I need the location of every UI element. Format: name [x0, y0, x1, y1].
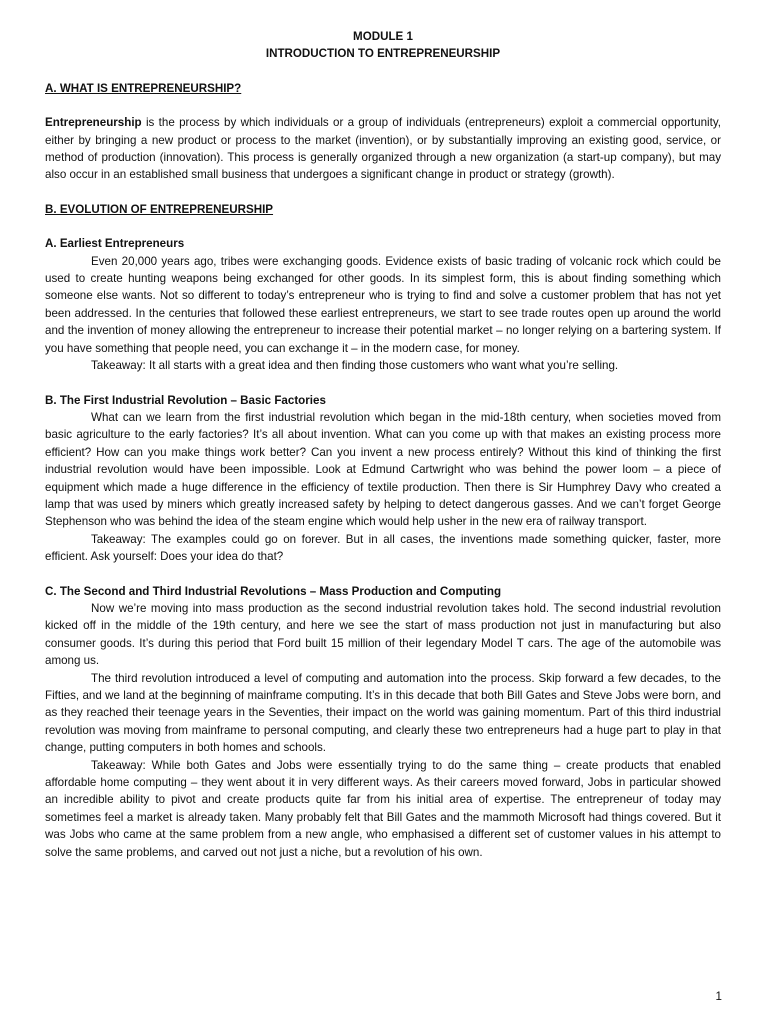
first-industrial-revolution-paragraph: What can we learn from the first industrial revolution which began in the mid-18th century, when societies moved from basic agriculture to the early factories? It’s all about invention. What can you come up with that makes an existing process more efficient? How can you make things work better? Can you invent a new process entirely? Without this kind of thinking the first industrial revolution would have been impossible. Look at Edmund Cartwright who was behind the power loom – a piece of equipment which made a huge difference in the efficiency of textile production. Then there is Sir Humphrey Davy who created a lamp that was used by miners which greatly increased safety by helping to detect dangerous gasses. And we can’t forget George Stephenson who was behind the idea of the steam engine which would help usher in the new era of railway transport. — [45, 410, 721, 529]
document-title: INTRODUCTION TO ENTREPRENEURSHIP — [265, 47, 501, 61]
section-b-heading: B. EVOLUTION OF ENTREPRENEURSHIP — [45, 202, 274, 216]
definition-text: is the process by which individuals or a group of individuals (entrepreneurs) exploit a commercial opportunity, either by bringing a new product or process to the market (invention), or by substantially improving an existing good, service, or method of production (innovation). This process is generally organized through a new organization (a start-up company), but may also occur in an established small business that undergoes a significant change in product or strategy (growth). — [45, 116, 721, 182]
first-industrial-revolution-takeaway: Takeaway: The examples could go on forever. But in all cases, the inventions made something quicker, faster, more efficient. Ask yourself: Does your idea do that? — [45, 532, 721, 564]
earliest-entrepreneurs-paragraph: Even 20,000 years ago, tribes were exchanging goods. Evidence exists of basic trading of volcanic rock which could be used to create hunting weapons being exchanged for other goods. In its simplest form, this is about finding something which someone else wants. Not so different to today’s entrepreneur who is trying to find and solve a customer problem that has not yet been addressed. In the centuries that followed these earliest entrepreneurs, we start to see trade routes open up around the world and the invention of money allowing the entrepreneur to increase their potential market – no longer relying on a bartering system. If you have something that people need, you can exchange it – in the modern case, for money. — [45, 254, 721, 355]
second-third-revolutions-heading: C. The Second and Third Industrial Revolutions – Mass Production and Computing — [45, 584, 502, 598]
earliest-entrepreneurs-takeaway: Takeaway: It all starts with a great idea and then finding those customers who want what you’re selling. — [91, 359, 619, 373]
second-revolution-paragraph: Now we’re moving into mass production as the second industrial revolution takes hold. The second industrial revolution kicked off in the middle of the 19th century, and here we see the start of mass production not just in manufacturing but also consumer goods. It’s during this period that Ford built 15 million of their legendary Model T cars. The age of the automobile was among us. — [45, 601, 721, 668]
first-industrial-revolution-heading: B. The First Industrial Revolution – Basic Factories — [45, 393, 326, 407]
module-label: MODULE 1 — [353, 30, 413, 43]
third-revolution-paragraph: The third revolution introduced a level of computing and automation into the process. Skip forward a few decades, to the Fifties, and we land at the beginning of mainframe computing. It’s in this decade that both Bill Gates and Steve Jobs were born, and as they reached their teenage years in the Seventies, their impact on the world was gaining momentum. Part of this third industrial revolution was moving from mainframe to personal computing, and clearly these two entrepreneurs had a huge part to play in that change, putting computers in both homes and schools. — [45, 671, 721, 755]
definition-paragraph — [45, 114, 721, 184]
earliest-entrepreneurs-heading: A. Earliest Entrepreneurs — [45, 237, 185, 251]
page-number: 1 — [715, 990, 722, 1003]
second-third-revolutions-takeaway: Takeaway: While both Gates and Jobs were essentially trying to do the same thing – create products that enabled affordable home computing – they went about it in very different ways. As their careers moved forward, Jobs in particular showed an incredible ability to pivot and create products quite far from his initial area of expertise. The entrepreneur of today may sometimes feel a market is already taken. Many probably felt that Bill Gates and the mammoth Microsoft had things covered. But it was Jobs who came at the same problem from a new angle, who emphasised a different set of customer values in his attempt to solve the same problems, and carved out not just a niche, but a revolution of his own. — [45, 758, 721, 859]
section-a-heading: A. WHAT IS ENTREPRENEURSHIP? — [45, 81, 242, 95]
document-page — [45, 28, 721, 861]
definition-term: Entrepreneurship — [45, 116, 142, 130]
